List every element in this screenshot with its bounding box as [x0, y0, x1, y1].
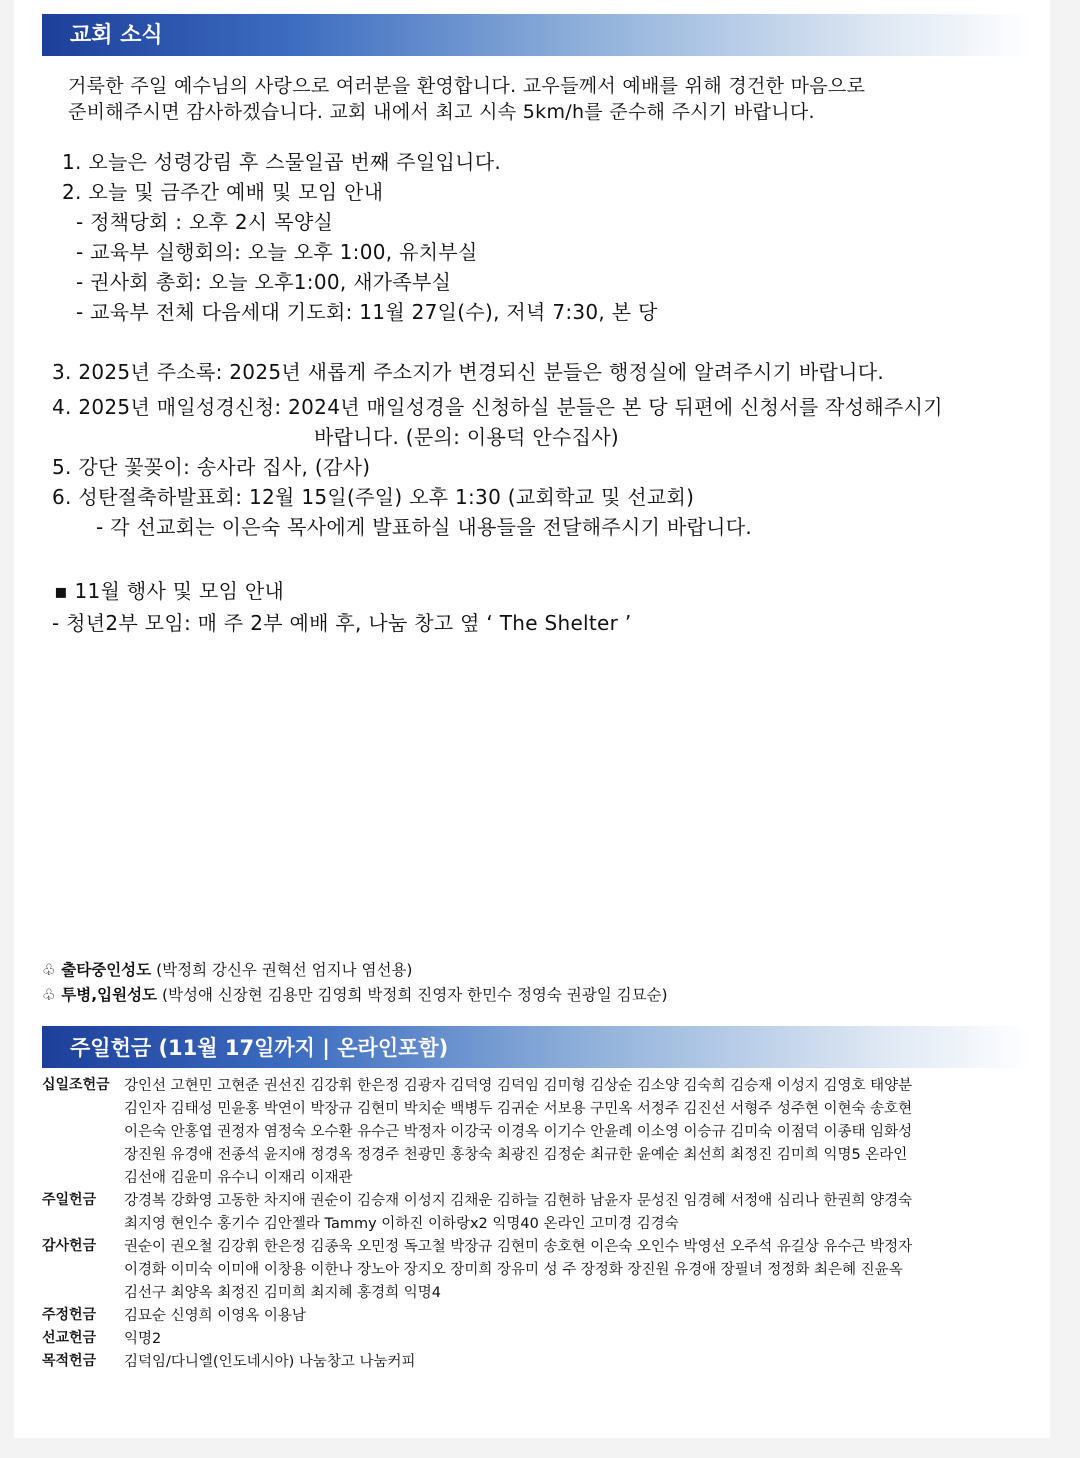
- youth-meeting: - 청년2부 모임: 매 주 2부 예배 후, 나눔 창고 옆 ‘ The Shelter ’: [52, 611, 632, 635]
- sick-members-label: ♧ 투병,입원성도: [42, 986, 158, 1004]
- tithe-names: 김인자 김태성 민윤홍 박연이 박장규 김현미 박치순 백병두 김귀순 서보용 구민옥 서정주 김진선 서형주 성주현 이현숙 송호현: [124, 1101, 913, 1117]
- away-members-label: ♧ 출타중인성도: [42, 961, 152, 979]
- thanks-offering-names: 권순이 권오철 김강휘 한은정 김종욱 오민정 독고철 박장규 김현미 송호현 이은숙 오인수 박영선 오주석 유길상 유수근 박정자: [124, 1239, 913, 1255]
- thanks-offering-label: 감사헌금: [42, 1238, 97, 1254]
- sick-members: [42, 983, 668, 1005]
- tithe-names: 이은숙 안홍엽 권정자 염정숙 오수환 유수근 박정자 이강국 이경옥 이기수 안윤례 이소영 이승규 김미숙 이점덕 이종태 임화성: [124, 1124, 913, 1140]
- news-item-5: 5. 강단 꽃꽂이: 송사라 집사, (감사): [52, 455, 371, 479]
- offering-header: 주일헌금 (11월 17일까지 | 온라인포함): [42, 1026, 1032, 1070]
- purpose-offering-label: 목적헌금: [42, 1353, 97, 1369]
- news-subitem: - 정책당회 : 오후 2시 목양실: [76, 210, 334, 234]
- purpose-offering-names: 김덕임/다니엘(인도네시아) 나눔창고 나눔커피: [124, 1354, 416, 1370]
- away-members-names: (박정희 강신우 권혁선 엄지나 염선용): [156, 961, 413, 979]
- sunday-offering-names: 최지영 현인수 홍기수 김안젤라 Tammy 이하진 이하랑x2 익명40 온라인 고미경 김경숙: [124, 1216, 679, 1232]
- sick-members-names: (박성애 신장현 김용만 김영희 박정희 진영자 한민수 정영숙 권광일 김묘순): [161, 986, 668, 1004]
- news-subitem: - 권사회 총회: 오늘 오후1:00, 새가족부실: [76, 270, 452, 294]
- intro-line-2: 준비해주시면 감사하겠습니다. 교회 내에서 최고 시속 5km/h를 준수해 주시기 바랍니다.: [68, 101, 815, 123]
- thanks-offering-names: 김선구 최양옥 최정진 김미희 최지혜 홍경희 익명4: [124, 1285, 442, 1301]
- tithe-names: 강인선 고현민 고현준 권선진 김강휘 한은정 김광자 김덕영 김덕임 김미형 김상순 김소양 김숙희 김승재 이성지 김영호 태양분: [124, 1078, 913, 1094]
- pledge-offering-label: 주정헌금: [42, 1307, 97, 1323]
- news-item-4: 4. 2025년 매일성경신청: 2024년 매일성경을 신청하실 분들은 본 당 뒤편에 신청서를 작성해주시기: [52, 395, 943, 419]
- sunday-offering-label: 주일헌금: [42, 1192, 97, 1208]
- tithe-names: 장진원 유경애 전종석 윤지애 정경옥 정경주 천광민 홍창숙 최광진 김정순 최규한 윤예순 최선희 최정진 김미희 익명5 온라인: [124, 1147, 908, 1163]
- news-item-6: 6. 성탄절축하발표회: 12월 15일(주일) 오후 1:30 (교회학교 및 선교회): [52, 485, 695, 509]
- away-members: [42, 958, 412, 980]
- bulletin-page: [14, 0, 1050, 1438]
- pledge-offering-names: 김묘순 신영희 이영옥 이용남: [124, 1308, 306, 1324]
- news-subitem: - 교육부 전체 다음세대 기도회: 11월 27일(수), 저녁 7:30, 본 당: [76, 300, 658, 324]
- news-item-4-cont: 바랍니다. (문의: 이용덕 안수집사): [314, 425, 619, 449]
- news-item-6-sub: - 각 선교회는 이은숙 목사에게 발표하실 내용들을 전달해주시기 바랍니다.: [96, 515, 753, 539]
- thanks-offering-names: 이경화 이미숙 이미애 이창용 이한나 장노아 장지오 장미희 장유미 성 주 장정화 장진원 유경애 장필녀 정정화 최은혜 진윤옥: [124, 1262, 903, 1278]
- tithe-names: 김선애 김윤미 유수니 이재리 이재관: [124, 1170, 353, 1186]
- intro-line-1: 거룩한 주일 예수님의 사랑으로 여러분을 환영합니다. 교우들께서 예배를 위해 경건한 마음으로: [68, 75, 866, 97]
- sunday-offering-names: 강경복 강화영 고동한 차지애 권순이 김승재 이성지 김채운 김하늘 김현하 남윤자 문성진 임경혜 서정애 심리나 한권희 양경숙: [124, 1193, 913, 1209]
- news-item-1: 1. 오늘은 성령강림 후 스물일곱 번째 주일입니다.: [62, 150, 502, 174]
- news-subitem: - 교육부 실행회의: 오늘 오후 1:00, 유치부실: [76, 240, 478, 264]
- church-news-header: 교회 소식: [42, 14, 1032, 58]
- news-item-3: 3. 2025년 주소록: 2025년 새롭게 주소지가 변경되신 분들은 행정실에 알려주시기 바랍니다.: [52, 360, 884, 384]
- mission-offering-label: 선교헌금: [42, 1330, 97, 1346]
- tithe-label: 십일조헌금: [42, 1077, 110, 1093]
- november-events: ▪ 11월 행사 및 모임 안내: [54, 579, 285, 603]
- news-item-2: 2. 오늘 및 금주간 예배 및 모임 안내: [62, 180, 384, 204]
- mission-offering-names: 익명2: [124, 1331, 162, 1347]
